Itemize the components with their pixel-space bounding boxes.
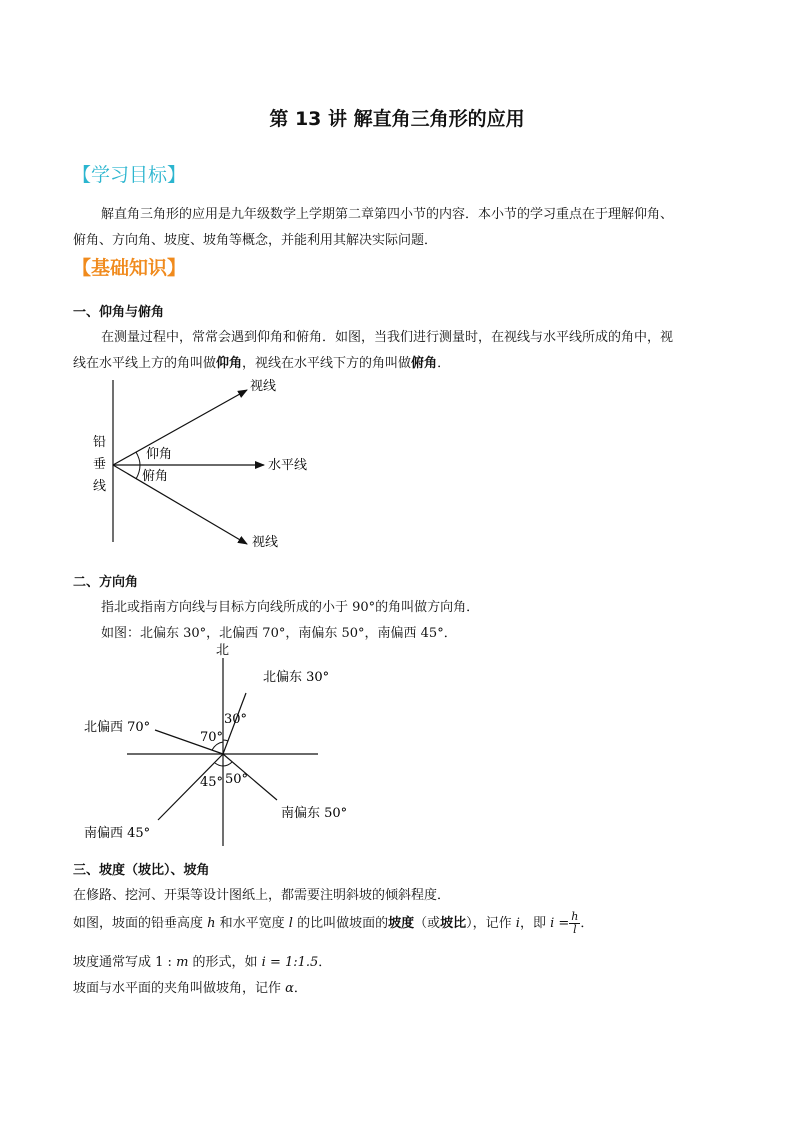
part1-heading: 一、仰角与俯角	[73, 305, 165, 320]
label-angle-30: 30°	[224, 712, 248, 727]
goals-text-line2: 俯角、方向角、坡度、坡角等概念，并能利用其解决实际问题．	[73, 233, 438, 248]
label-angle-50: 50°	[225, 772, 249, 787]
part3-text-line1: 在修路、挖河、开渠等设计图纸上，都需要注明斜坡的倾斜程度．	[73, 888, 451, 903]
term-elevation: 仰角	[216, 356, 243, 371]
label-se: 南偏东 50°	[281, 806, 348, 821]
label-sight-bottom: 视线	[252, 535, 279, 550]
direction-angle-figure	[80, 640, 360, 850]
label-plumb-3: 线	[93, 479, 107, 494]
page-title: 第 13 讲 解直角三角形的应用	[269, 108, 525, 130]
section-heading-basics: 【基础知识】	[72, 257, 187, 279]
label-depression: 俯角	[142, 469, 169, 484]
label-plumb-1: 铅	[93, 435, 107, 450]
part3-text-line4: 坡面与水平面的夹角叫做坡角，记作 α．	[73, 981, 307, 996]
arc-30	[223, 740, 228, 741]
label-north: 北	[216, 643, 230, 658]
part1-text-line1: 在测量过程中，常常会遇到仰角和俯角．如图，当我们进行测量时，在视线与水平线所成的角中，视	[101, 330, 674, 345]
label-sw: 南偏西 45°	[84, 826, 151, 841]
term-slope-ratio: 坡比	[440, 916, 467, 931]
label-ne: 北偏东 30°	[263, 670, 330, 685]
label-angle-45: 45°	[200, 775, 224, 790]
part3-text-line2: 如图，坡面的铅垂高度 h 和水平宽度 l 的比叫做坡面的坡度（或坡比），记作 i，即 i = $\frac{h}{l}$ ．	[73, 910, 594, 936]
term-depression: 俯角	[411, 356, 438, 371]
sight-line-up	[113, 390, 247, 465]
label-nw: 北偏西 70°	[84, 720, 151, 735]
section-heading-goals: 【学习目标】	[72, 164, 187, 186]
part3-heading: 三、坡度（坡比）、坡角	[73, 863, 210, 878]
arc-45	[215, 763, 223, 766]
label-sight-top: 视线	[250, 379, 277, 394]
label-plumb-2: 垂	[93, 457, 107, 472]
part2-text-line1: 指北或指南方向线与目标方向线所成的小于 90°的角叫做方向角．	[101, 600, 480, 615]
part1-text-line2: 线在水平线上方的角叫做仰角，视线在水平线下方的角叫做俯角．	[73, 356, 451, 371]
label-horizontal: 水平线	[268, 458, 308, 473]
part2-heading: 二、方向角	[73, 575, 139, 590]
slope-fraction: $\frac{h}{l}$	[571, 910, 579, 936]
part3-text-line3: 坡度通常写成 1 : m 的形式，如 i = 1:1.5．	[73, 955, 332, 970]
sight-line-down	[113, 465, 247, 544]
goals-text-line1: 解直角三角形的应用是九年级数学上学期第二章第四小节的内容．本小节的学习重点在于理解仰角、	[101, 207, 674, 222]
elevation-depression-figure	[80, 376, 340, 552]
depression-arc	[136, 465, 140, 479]
term-slope: 坡度	[388, 916, 415, 931]
label-angle-70: 70°	[200, 730, 224, 745]
arc-50	[223, 762, 232, 766]
label-elevation: 仰角	[146, 447, 173, 462]
part2-text-line2: 如图：北偏东 30°，北偏西 70°，南偏东 50°，南偏西 45°．	[101, 626, 457, 641]
elevation-arc	[136, 452, 140, 465]
